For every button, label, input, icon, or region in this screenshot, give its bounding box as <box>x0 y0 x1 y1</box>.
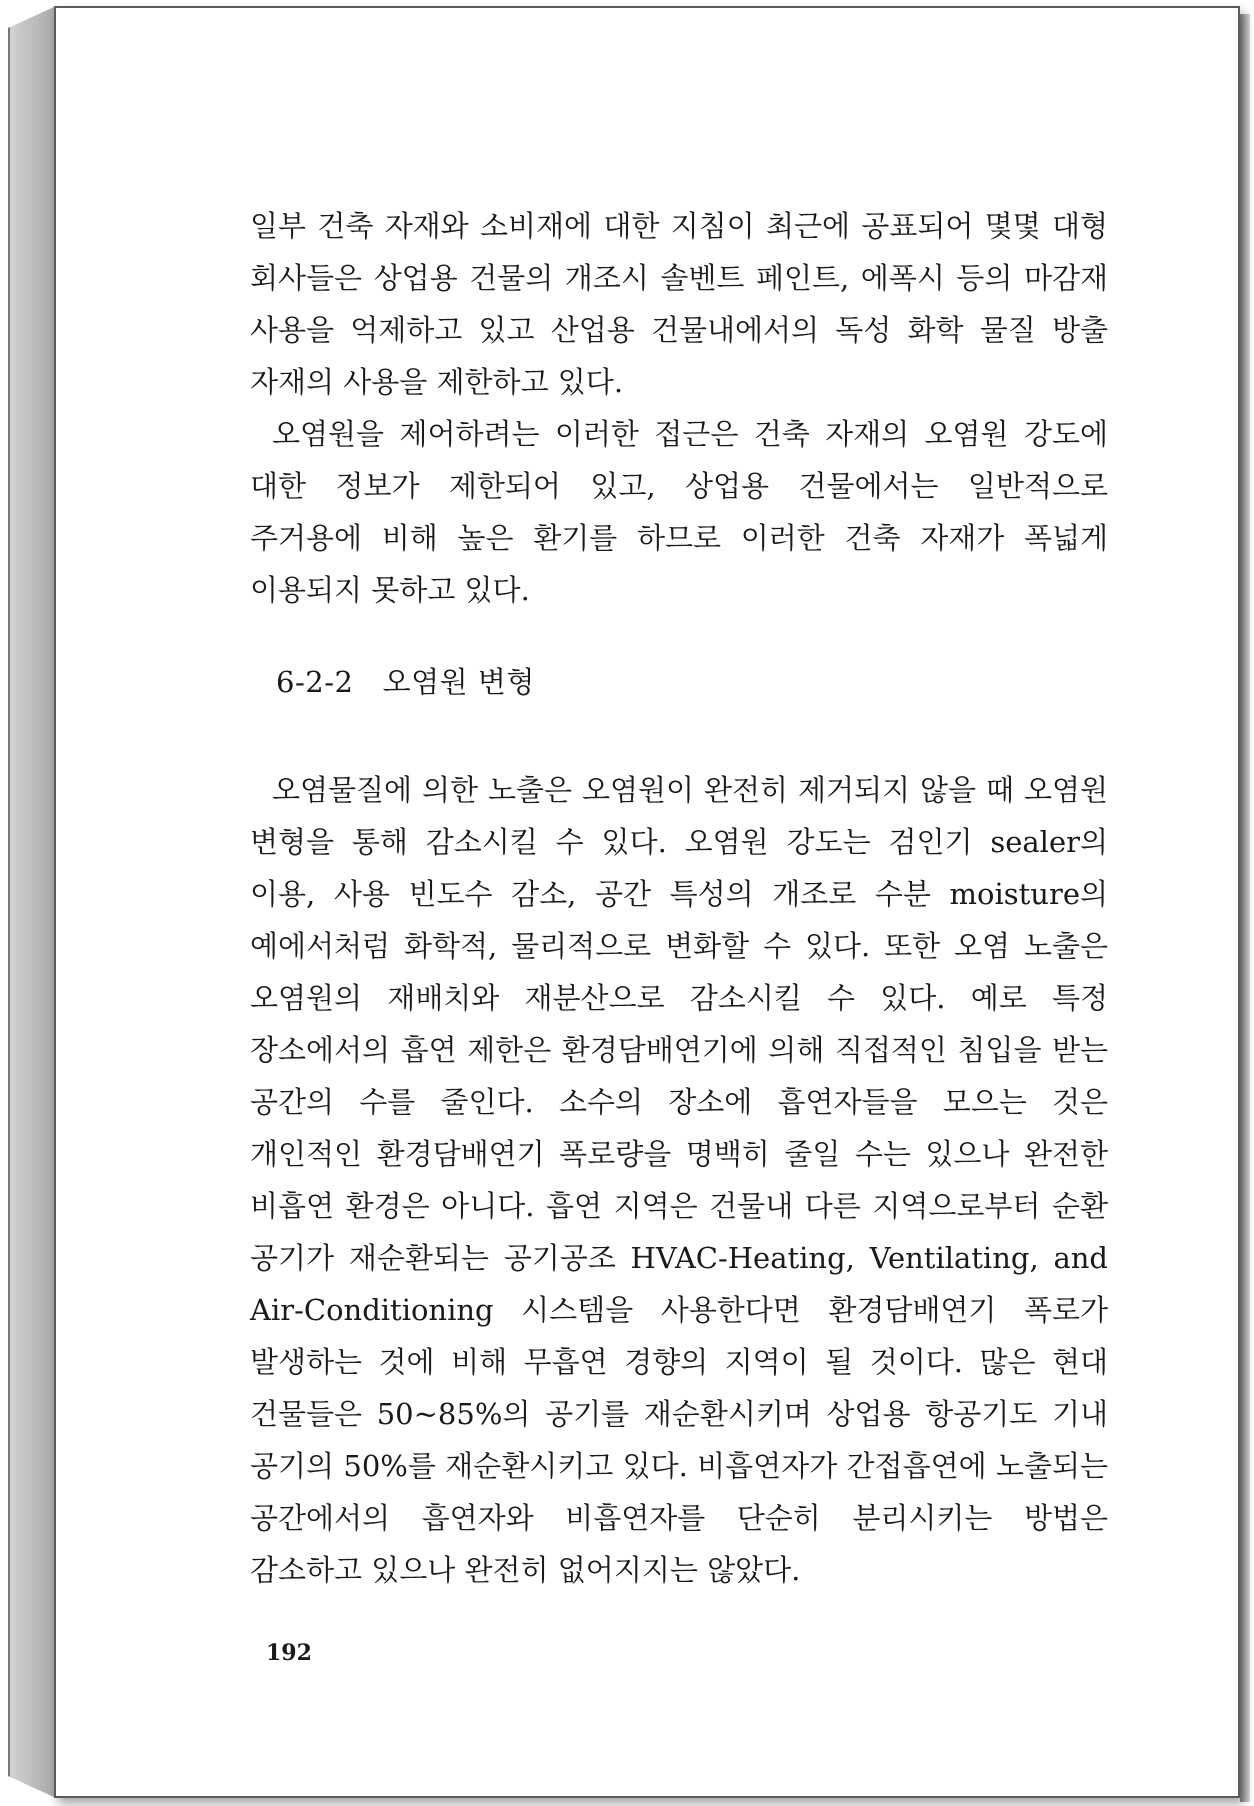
page-shadow <box>1240 14 1250 1802</box>
paragraph-3 <box>250 764 1108 1596</box>
paragraph-2-text: 오염원을 제어하려는 이러한 접근은 건축 자재의 오염원 강도에 대한 정보가 제한되어 있고, 상업용 건물에서는 일반적으로 주거용에 비해 높은 환기를 하므로 이러한 건축 자재가 폭넓게 이용되지 못하고 있다. <box>250 417 1108 607</box>
page-spine-edge <box>8 6 56 1798</box>
paragraph-1-text: 일부 건축 자재와 소비재에 대한 지침이 최근에 공표되어 몇몇 대형 회사들은 상업용 건물의 개조시 솔벤트 페인트, 에폭시 등의 마감재 사용을 억제하고 있고 산업용 건물내에서의 독성 화학 물질 방출 자재의 사용을 제한하고 있다. <box>250 209 1108 399</box>
section-number: 6-2-2 <box>276 665 354 699</box>
paragraph-1 <box>250 200 1108 408</box>
paragraph-2 <box>250 408 1108 616</box>
section-heading <box>276 660 535 701</box>
section-title: 오염원 변형 <box>382 665 535 699</box>
paragraph-3-text: 오염물질에 의한 노출은 오염원이 완전히 제거되지 않을 때 오염원 변형을 통해 감소시킬 수 있다. 오염원 강도는 검인기 sealer의 이용, 사용 빈도수 감소, 공간 특성의 개조로 수분 moisture의 예에서처럼 화학적, 물리적으로 변화할 수 있다. 또한 오염 노출은 오염원의 재배치와 재분산으로 감소시킬 수 있다. 예로 특정 장소에서의 흡연 제한은 환경담배연기에 의해 직접적인 침입을 받는 공간의 수를 줄인다. 소수의 장소에 흡연자들을 모으는 것은 개인적인 환경담배연기 폭로량을 명백히 줄일 수는 있으나 완전한 비흡연 환경은 아니다. 흡연 지역은 건물내 다른 지역으로부터 순환 공기가 재순환되는 공기공조 HVAC-Heating, Ventilating, and Air-Conditioning 시스템을 사용한다면 환경담배연기 폭로가 발생하는 것에 비해 무흡연 경향의 지역이 될 것이다. 많은 현대 건물들은 50~85%의 공기를 재순환시키며 상업용 항공기도 기내 공기의 50%를 재순환시키고 있다. 비흡연자가 간접흡연에 노출되는 공간에서의 흡연자와 비흡연자를 단순히 분리시키는 방법은 감소하고 있으나 완전히 없어지지는 않았다. <box>250 773 1108 1587</box>
page-number: 192 <box>266 1640 312 1666</box>
